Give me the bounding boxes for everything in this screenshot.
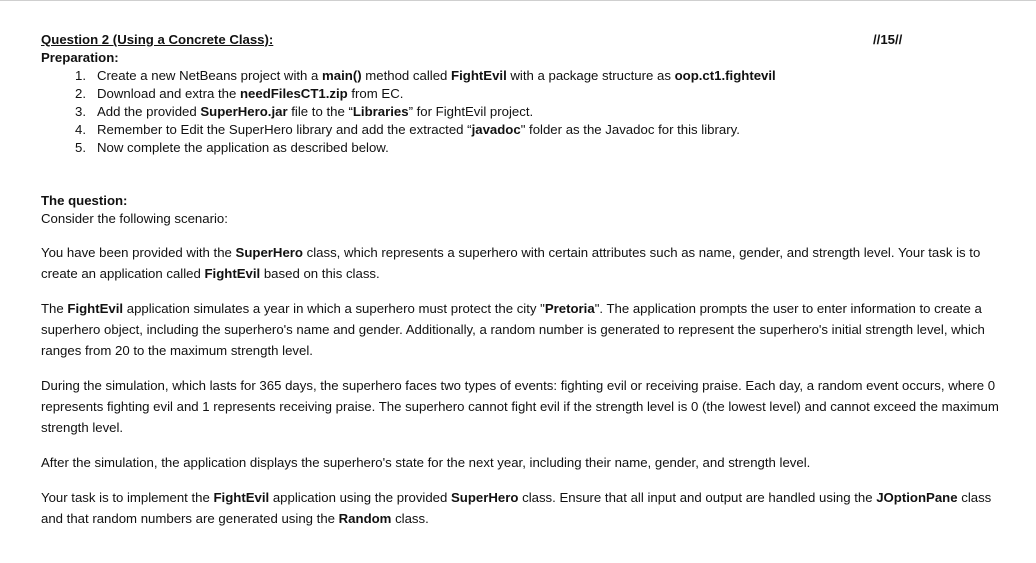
preparation-step-2: [75, 85, 1001, 103]
bold-term: JOptionPane: [876, 490, 958, 505]
bold-term: SuperHero: [235, 245, 303, 260]
text-run: with a package structure as: [506, 68, 675, 83]
bold-term: FightEvil: [213, 490, 270, 505]
bold-term: SuperHero: [451, 490, 519, 505]
document-body: [41, 31, 1001, 529]
preparation-steps-list: [41, 67, 1001, 157]
bold-term: Libraries: [352, 104, 409, 119]
paragraph-4: [41, 452, 1001, 473]
question-heading: The question:: [41, 193, 128, 208]
bold-term: Random: [338, 511, 392, 526]
text-run: ". The application prompts the user to enter information to create a superhero object, including the superhero's name and gender. Additionally, a random number is generated to represent the superhero's initial strength level, which ranges from 20 to the maximum strength level.: [41, 301, 985, 358]
bold-term: Pretoria: [544, 301, 595, 316]
text-run: based on this class.: [260, 266, 380, 281]
text-run: Add the provided: [97, 104, 201, 119]
bold-term: FightEvil: [451, 68, 507, 83]
text-run: You have been provided with the: [41, 245, 236, 260]
preparation-step-1: [75, 67, 1001, 85]
question-paragraphs: [41, 242, 1001, 529]
preparation-step-5: [75, 139, 1001, 157]
text-run: Now complete the application as described below.: [97, 140, 389, 155]
preparation-step-3: [75, 103, 1001, 121]
text-run: ” for FightEvil project.: [408, 104, 534, 119]
top-divider: [0, 0, 1036, 1]
text-run: class, which represents a superhero with certain attributes such as name, gender, and strength level. Your task is to create an application called: [41, 245, 981, 281]
text-run: method called: [361, 68, 452, 83]
text-run: class. Ensure that all input and output are handled using the: [518, 490, 877, 505]
bold-term: FightEvil: [67, 301, 124, 316]
paragraph-2: [41, 298, 1001, 361]
text-run: class.: [391, 511, 429, 526]
text-run: Create a new NetBeans project with a: [97, 68, 323, 83]
question-title: Question 2 (Using a Concrete Class):: [41, 32, 274, 47]
bold-term: SuperHero.jar: [200, 104, 288, 119]
bold-term: FightEvil: [204, 266, 261, 281]
step-number: 2.: [75, 86, 86, 101]
text-run: application simulates a year in which a superhero must protect the city ": [123, 301, 545, 316]
text-run: class and that random numbers are generated using the: [41, 490, 992, 526]
text-run: Your task is to implement the: [41, 490, 214, 505]
text-run: from EC.: [347, 86, 404, 101]
bold-term: main(): [322, 68, 362, 83]
step-number: 3.: [75, 104, 86, 119]
text-run: During the simulation, which lasts for 365 days, the superhero faces two types of events: fighting evil or receiving praise. Each day, a random event occurs, where 0 represents fighting evil and 1 represents receiving praise. The superhero cannot fight evil if the strength level is 0 (the lowest level) and cannot exceed the maximum strength level.: [41, 378, 999, 435]
step-number: 5.: [75, 140, 86, 155]
preparation-step-4: [75, 121, 1001, 139]
text-run: " folder as the Javadoc for this library.: [520, 122, 740, 137]
paragraph-3: [41, 375, 1001, 438]
text-run: After the simulation, the application displays the superhero's state for the next year, including their name, gender, and strength level.: [41, 455, 811, 470]
bold-term: needFilesCT1.zip: [239, 86, 348, 101]
preparation-heading: Preparation:: [41, 50, 119, 65]
bold-term: oop.ct1.fightevil: [674, 68, 776, 83]
paragraph-5: [41, 487, 1001, 529]
step-number: 4.: [75, 122, 86, 137]
bold-term: javadoc: [471, 122, 521, 137]
text-run: Download and extra the: [97, 86, 240, 101]
text-run: Remember to Edit the SuperHero library and add the extracted “: [97, 122, 472, 137]
paragraph-1: [41, 242, 1001, 284]
text-run: application using the provided: [269, 490, 452, 505]
text-run: file to the “: [287, 104, 353, 119]
step-number: 1.: [75, 68, 86, 83]
marks-label: //15//: [873, 32, 903, 47]
question-intro: Consider the following scenario:: [41, 211, 228, 226]
text-run: The: [41, 301, 68, 316]
